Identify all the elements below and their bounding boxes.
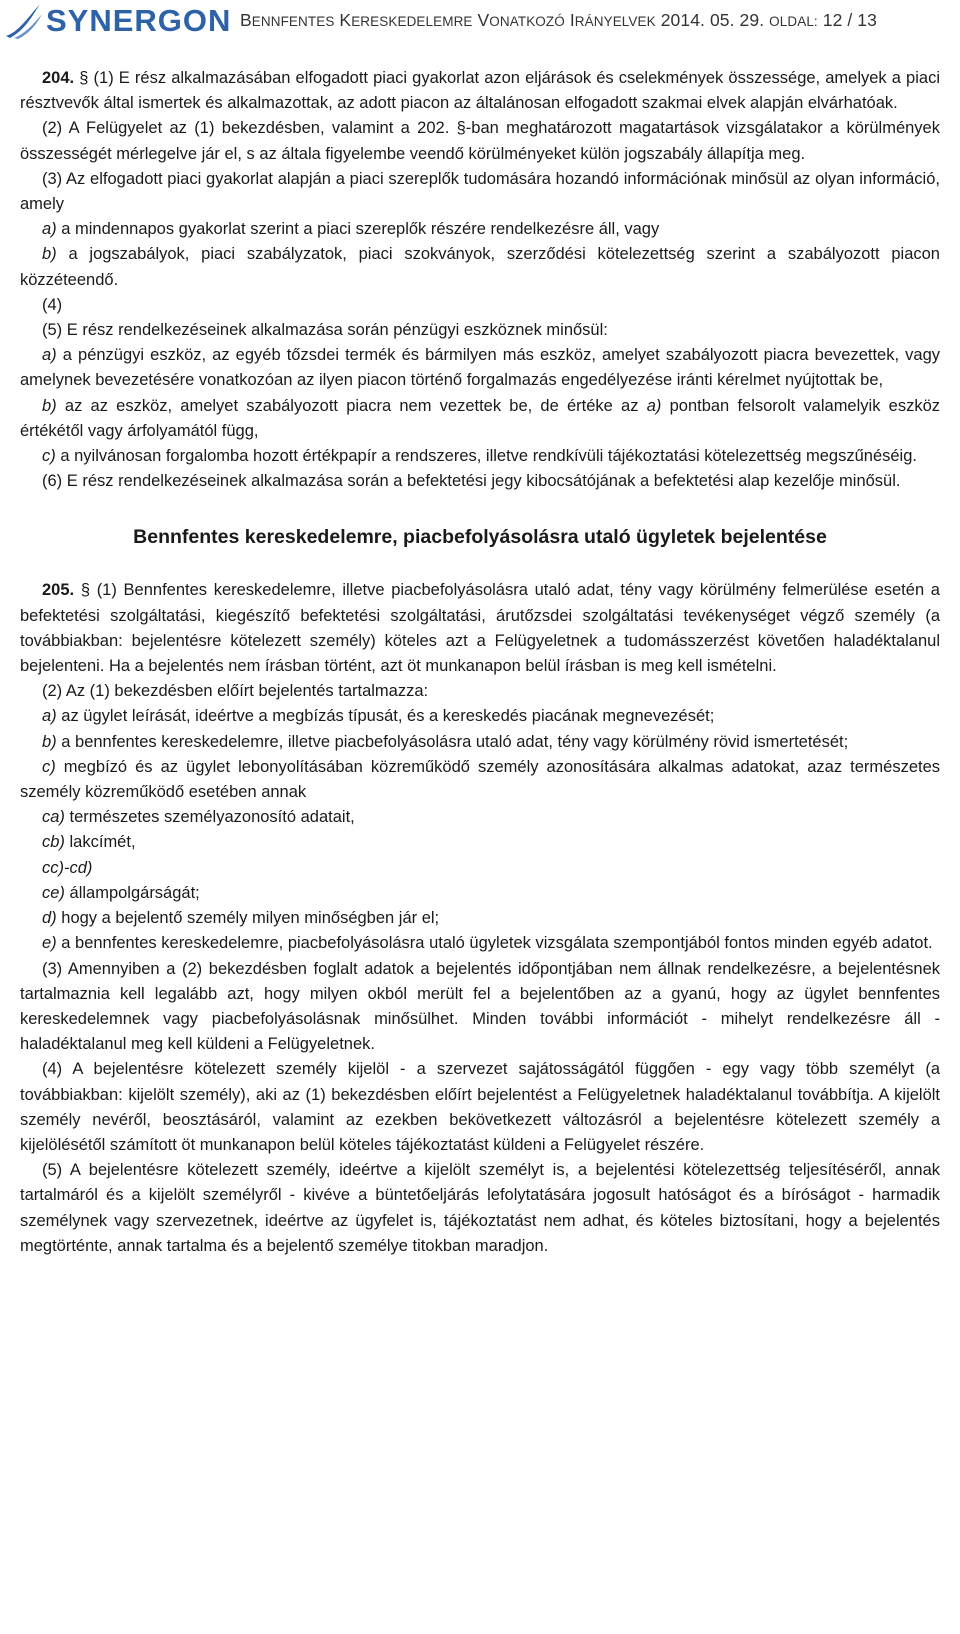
point-text: állampolgárságát;	[69, 883, 200, 902]
section-number: 204.	[42, 69, 75, 87]
s205-p5: (5) A bejelentésre kötelezett személy, ideértve a kijelölt személyt is, a bejelentési kötelezettség teljesítéséről, annak tartalmáról és a kijelölt személyről - kivéve a büntetőeljárás lefolytatására jogosult hatóságot és a bíróságot - harmadik személynek vagy szervezetnek, ideértve az ügyfelet is, tájékoztatást nem adhat, és köteles biztosítani, hogy a bejelentés megtörténte, annak tartalma és a bejelentő személye titokban maradjon.	[20, 1161, 940, 1255]
synergon-swoosh-icon	[4, 2, 44, 40]
s205-p2c	[20, 755, 940, 805]
point-text: a bennfentes kereskedelemre, illetve piacbefolyásolásra utaló adat, tény vagy körülmény rövid ismertetését;	[61, 732, 849, 751]
s204-p4: (4)	[42, 295, 63, 314]
point-label: cb)	[42, 833, 65, 852]
synergon-logo	[4, 2, 231, 40]
s204-p3: (3) Az elfogadott piaci gyakorlat alapján a piaci szereplők tudomására hozandó információnak minősül az olyan információ, amely	[20, 169, 940, 214]
paragraph-text: (1) E rész alkalmazásában elfogadott piaci gyakorlat azon eljárások és cselekmények összessége, amelyek a piaci résztvevők által ismertek és alkalmazottak, az adott piacon az általánosan elfogadott szakmai elvek alapján elvárhatóak.	[20, 69, 940, 113]
point-text: a bennfentes kereskedelemre, piacbefolyásolásra utaló ügyletek vizsgálata szempontjából fontos minden egyéb adatot.	[61, 934, 933, 953]
s205-p2b	[20, 730, 940, 755]
point-text: természetes személyazonosító adatait,	[69, 808, 355, 827]
s205-p2ce	[20, 881, 940, 906]
s204-p5: (5) E rész rendelkezéseinek alkalmazása során pénzügyi eszköznek minősül:	[42, 321, 608, 340]
point-label: a)	[42, 707, 57, 726]
point-text: az az eszköz, amelyet szabályozott piacra nem vezettek be, de értéke az	[64, 396, 639, 415]
document-title: BENNFENTES KERESKEDELEMRE VONATKOZÓ IRÁNYELVEK	[240, 10, 656, 30]
header-title	[240, 10, 877, 31]
page-header	[0, 0, 960, 44]
point-label: b)	[42, 396, 57, 415]
s204-p6: (6) E rész rendelkezéseinek alkalmazása során a befektetési jegy kibocsátójának a befektetési alap kezelője minősül.	[42, 472, 901, 491]
point-label: ca)	[42, 808, 65, 827]
s204-p1	[20, 66, 940, 116]
point-label: a)	[42, 346, 57, 365]
point-label: ce)	[42, 883, 65, 902]
paragraph-text: (1) Bennfentes kereskedelemre, illetve piacbefolyásolásra utaló adat, tény vagy körülmény felmerülése esetén a befektetési szolgáltatási, kiegészítő befektetési szolgáltatási, árutőzsdei szolgáltatási tevékenységet végző személy (a továbbiakban: bejelentésre kötelezett személy) köteles azt a Felügyeletnek a tudomásszerzést követően haladéktalanul bejelenteni. Ha a bejelentés nem írásban történt, azt öt munkanapon belül írásban is meg kell ismételni.	[20, 581, 940, 676]
s204-p3a	[20, 217, 940, 242]
s205-p2e	[20, 931, 940, 956]
s204-p5a	[20, 343, 940, 393]
point-label: d)	[42, 909, 57, 928]
point-text: az ügylet leírását, ideértve a megbízás típusát, és a kereskedés piacának megnevezését;	[61, 707, 715, 726]
document-body	[20, 66, 940, 1259]
section-sign: §	[80, 581, 90, 600]
point-label: c)	[42, 757, 56, 776]
s205-p1	[20, 578, 940, 679]
s205-p2ca	[20, 805, 940, 830]
point-text: pontban felsorolt valamelyik eszköz értékétől vagy árfolyamától függ,	[20, 396, 940, 440]
s205-p2cb	[20, 830, 940, 855]
point-text: a mindennapos gyakorlat szerint a piaci szereplők részére rendelkezésre áll, vagy	[61, 220, 660, 239]
point-label: a)	[42, 220, 57, 239]
point-label: c)	[42, 447, 56, 466]
logo-text: SYNERGON	[46, 3, 232, 38]
point-text: a jogszabályok, piaci szabályzatok, piaci szokványok, szerződési kötelezettség szerint a szabályozott piacon közzéteendő.	[20, 245, 940, 289]
point-reference: a)	[646, 396, 662, 415]
s205-p2ccd	[20, 856, 940, 881]
s205-p4: (4) A bejelentésre kötelezett személy kijelöl - a szervezet sajátosságától függően - egy vagy több személyt (a továbbiakban: kijelölt személy), aki az (1) bekezdésben előírt bejelentést a Felügyeletnek haladéktalanul továbbítja. A kijelölt személy nevéről, beosztásáról, valamint az ezekben bekövetkezett változásról a bejelentésre kötelezett személy a kijelölésétől számított öt munkanapon belül köteles tájékoztatást küldeni a Felügyelet részére.	[20, 1060, 940, 1154]
point-text: a pénzügyi eszköz, az egyéb tőzsdei termék és bármilyen más eszköz, amelyet szabályozott piacra bevezettek, vagy amelynek bevezetésére vonatkozóan az ilyen piacon történő forgalmazás engedélyezése iránti kérelmet nyújtottak be,	[20, 346, 940, 390]
s204-p3b	[20, 242, 940, 292]
document-date: 2014. 05. 29.	[660, 10, 765, 30]
page-number: 12 / 13	[822, 10, 877, 30]
point-text: lakcímét,	[69, 833, 136, 852]
point-text: hogy a bejelentő személy milyen minőségben jár el;	[61, 909, 440, 928]
section-heading: Bennfentes kereskedelemre, piacbefolyásolásra utaló ügyletek bejelentése	[133, 526, 827, 549]
s205-p2: (2) Az (1) bekezdésben előírt bejelentés tartalmazza:	[42, 682, 429, 701]
s204-p2: (2) A Felügyelet az (1) bekezdésben, valamint a 202. §-ban meghatározott magatartások vizsgálatakor a körülmények összességét mérlegelve jár el, s az általa figyelembe veendő körülményeket külön jogszabály állapítja meg.	[20, 119, 940, 163]
s205-p3: (3) Amennyiben a (2) bekezdésben foglalt adatok a bejelentés időpontjában nem állnak rendelkezésre, a bejelentésnek tartalmaznia kell legalább azt, hogy milyen okból merült fel a bejelentőben az a gyanú, hogy az ügylet bennfentes kereskedelemnek vagy piacbefolyásolásnak minősülhet. Minden további információt - mihelyt rendelkezésre áll - haladéktalanul meg kell küldeni a Felügyeletnek.	[20, 959, 940, 1054]
s204-p5b	[20, 394, 940, 444]
s205-p2d	[20, 906, 940, 931]
page-label: OLDAL:	[769, 14, 818, 29]
s205-p2a	[20, 704, 940, 729]
s204-p5c	[20, 444, 940, 469]
point-label: e)	[42, 934, 57, 953]
point-label: b)	[42, 732, 57, 751]
point-text: a nyilvánosan forgalomba hozott értékpapír a rendszeres, illetve rendkívüli tájékoztatási kötelezettség megszűnéséig.	[60, 447, 917, 466]
section-number: 205.	[42, 581, 75, 600]
section-sign: §	[79, 69, 89, 87]
point-label: cc)-cd)	[42, 858, 93, 877]
point-text: megbízó és az ügylet lebonyolításában közreműködő személy azonosítására alkalmas adatokat, azaz természetes személy közreműködő esetében annak	[20, 757, 941, 802]
point-label: b)	[42, 245, 57, 264]
